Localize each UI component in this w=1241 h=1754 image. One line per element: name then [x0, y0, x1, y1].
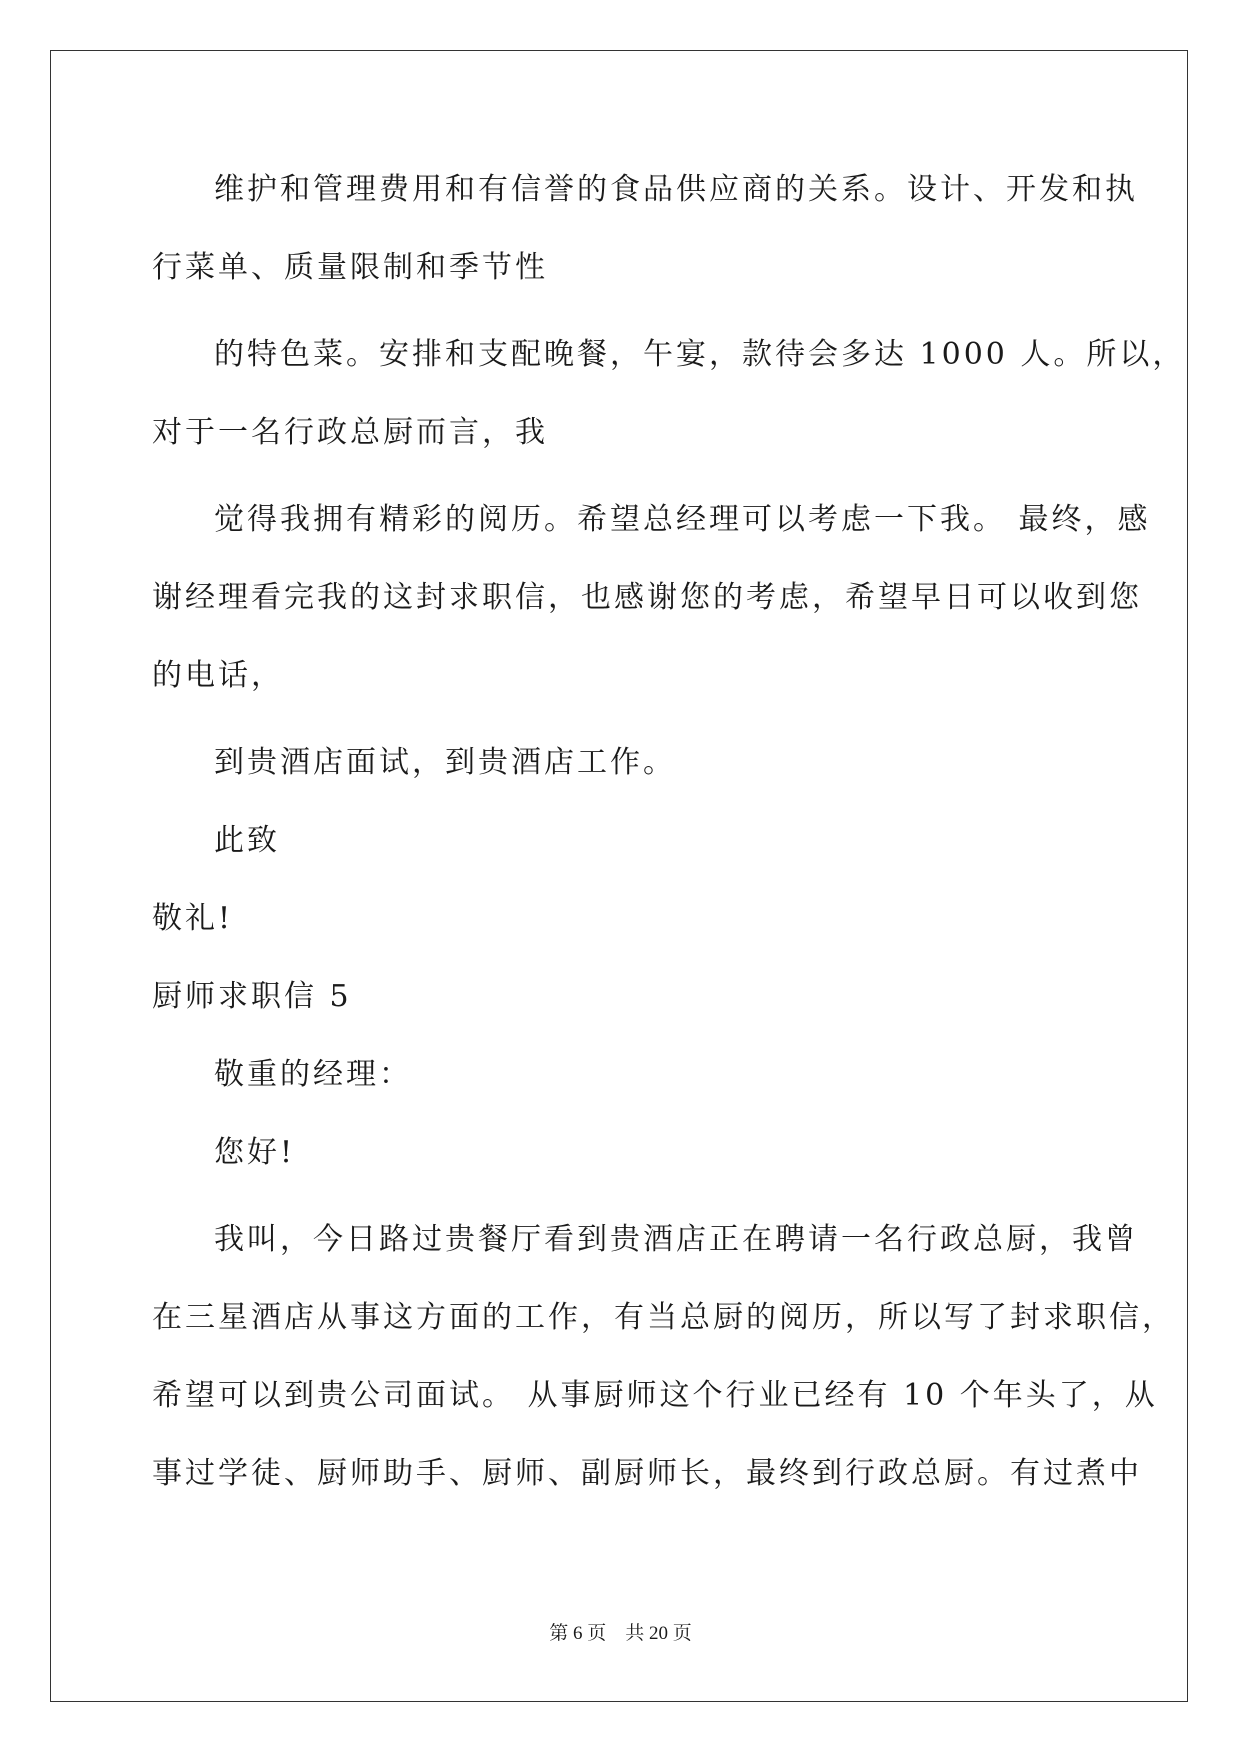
text-line-15: 在三星酒店从事这方面的工作，有当总厨的阅历，所以写了封求职信，: [152, 1300, 1175, 1335]
text-line-7: 的电话，: [152, 658, 284, 693]
page-border: [50, 50, 1188, 1702]
text-line-16: 希望可以到贵公司面试。 从事厨师这个行业已经有 10 个年头了，从: [152, 1378, 1158, 1413]
text-line-2: 行菜单、质量限制和季节性: [152, 250, 548, 285]
text-line-8: 到贵酒店面试，到贵酒店工作。: [214, 745, 676, 780]
page-number-footer: 第 6 页 共 20 页: [549, 1623, 692, 1644]
text-line-5: 觉得我拥有精彩的阅历。希望总经理可以考虑一下我。 最终，感: [214, 502, 1151, 537]
closing-salutation: 此致: [214, 823, 280, 858]
text-line-14: 我叫，今日路过贵餐厅看到贵酒店正在聘请一名行政总厨，我曾: [214, 1222, 1138, 1257]
closing-respect: 敬礼!: [152, 901, 234, 936]
text-line-6: 谢经理看完我的这封求职信，也感谢您的考虑，希望早日可以收到您: [152, 580, 1142, 615]
section-heading: 厨师求职信 5: [152, 979, 352, 1014]
text-line-1: 维护和管理费用和有信誉的食品供应商的关系。设计、开发和执: [214, 172, 1138, 207]
letter-greeting: 敬重的经理：: [214, 1057, 412, 1092]
text-line-3: 的特色菜。安排和支配晚餐，午宴，款待会多达 1000 人。所以，: [214, 337, 1186, 372]
letter-hello: 您好!: [214, 1135, 296, 1170]
text-line-17: 事过学徒、厨师助手、厨师、副厨师长，最终到行政总厨。有过煮中: [152, 1456, 1142, 1491]
text-line-4: 对于一名行政总厨而言，我: [152, 415, 548, 450]
